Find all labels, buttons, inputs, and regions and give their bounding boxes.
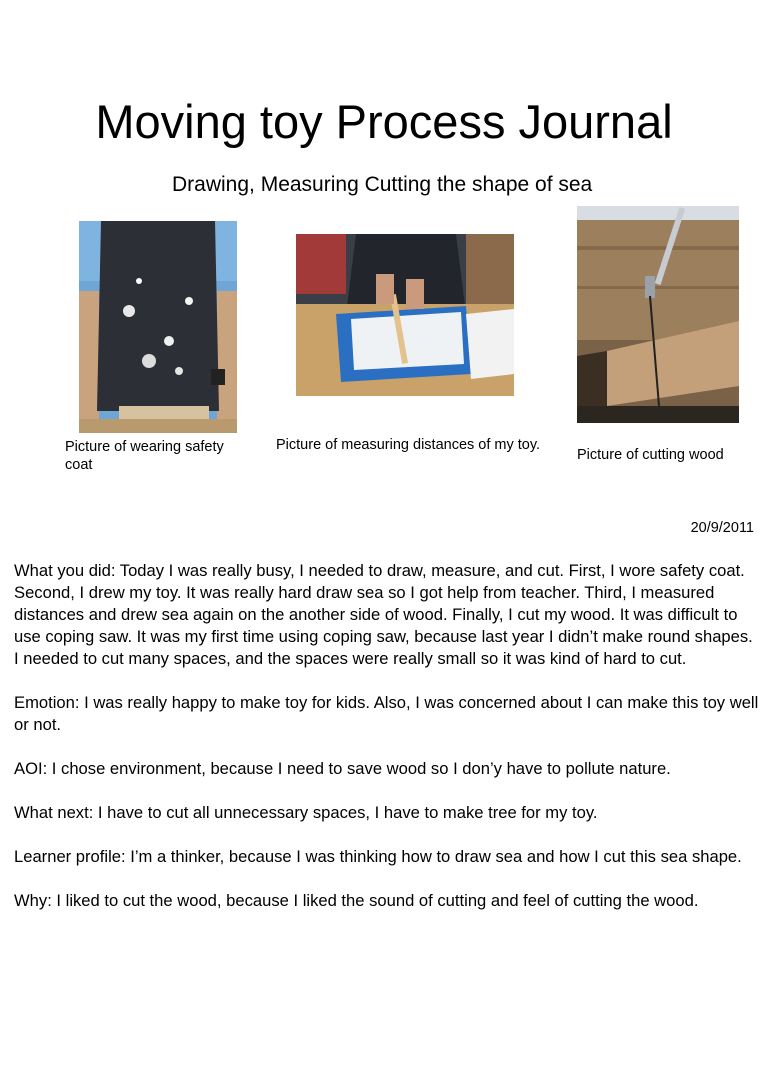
- journal-body: [14, 560, 759, 934]
- page-title: Moving toy Process Journal: [95, 95, 673, 148]
- measuring-photo: [296, 234, 514, 396]
- paragraph-aoi: AOI: I chose environment, because I need to save wood so I don’y have to pollute nature.: [14, 759, 671, 778]
- paragraph-learner-profile: Learner profile: I’m a thinker, because I was thinking how to draw sea and how I cut this sea shape.: [14, 847, 742, 866]
- paragraph-what-you-did: What you did: Today I was really busy, I needed to draw, measure, and cut. First, I wore safety coat. Second, I drew my toy. It was really hard draw sea so I got help from teacher. Third, I measured distances and drew sea again on the another side of wood. Finally, I cut my wood. It was difficult to use coping saw. It was my first time using coping saw, because last year I didn’t make round shapes. I needed to cut many spaces, and the spaces were really small so it was kind of hard to cut.: [14, 561, 753, 668]
- photo-caption-safety-coat: Picture of wearing safety coat: [65, 439, 224, 473]
- paragraph-why: Why: I liked to cut the wood, because I liked the sound of cutting and feel of cutting the wood.: [14, 891, 699, 910]
- photo-caption-cutting-wood: Picture of cutting wood: [577, 447, 724, 463]
- cutting-wood-photo: [577, 206, 739, 423]
- safety-coat-photo: [79, 221, 237, 433]
- paragraph-emotion: Emotion: I was really happy to make toy for kids. Also, I was concerned about I can make this toy well or not.: [14, 693, 759, 734]
- paragraph-what-next: What next: I have to cut all unnecessary spaces, I have to make tree for my toy.: [14, 803, 598, 822]
- photo-caption-measuring: Picture of measuring distances of my toy.: [276, 437, 541, 453]
- journal-date: 20/9/2011: [690, 520, 754, 536]
- page-subtitle: Drawing, Measuring Cutting the shape of sea: [172, 173, 593, 196]
